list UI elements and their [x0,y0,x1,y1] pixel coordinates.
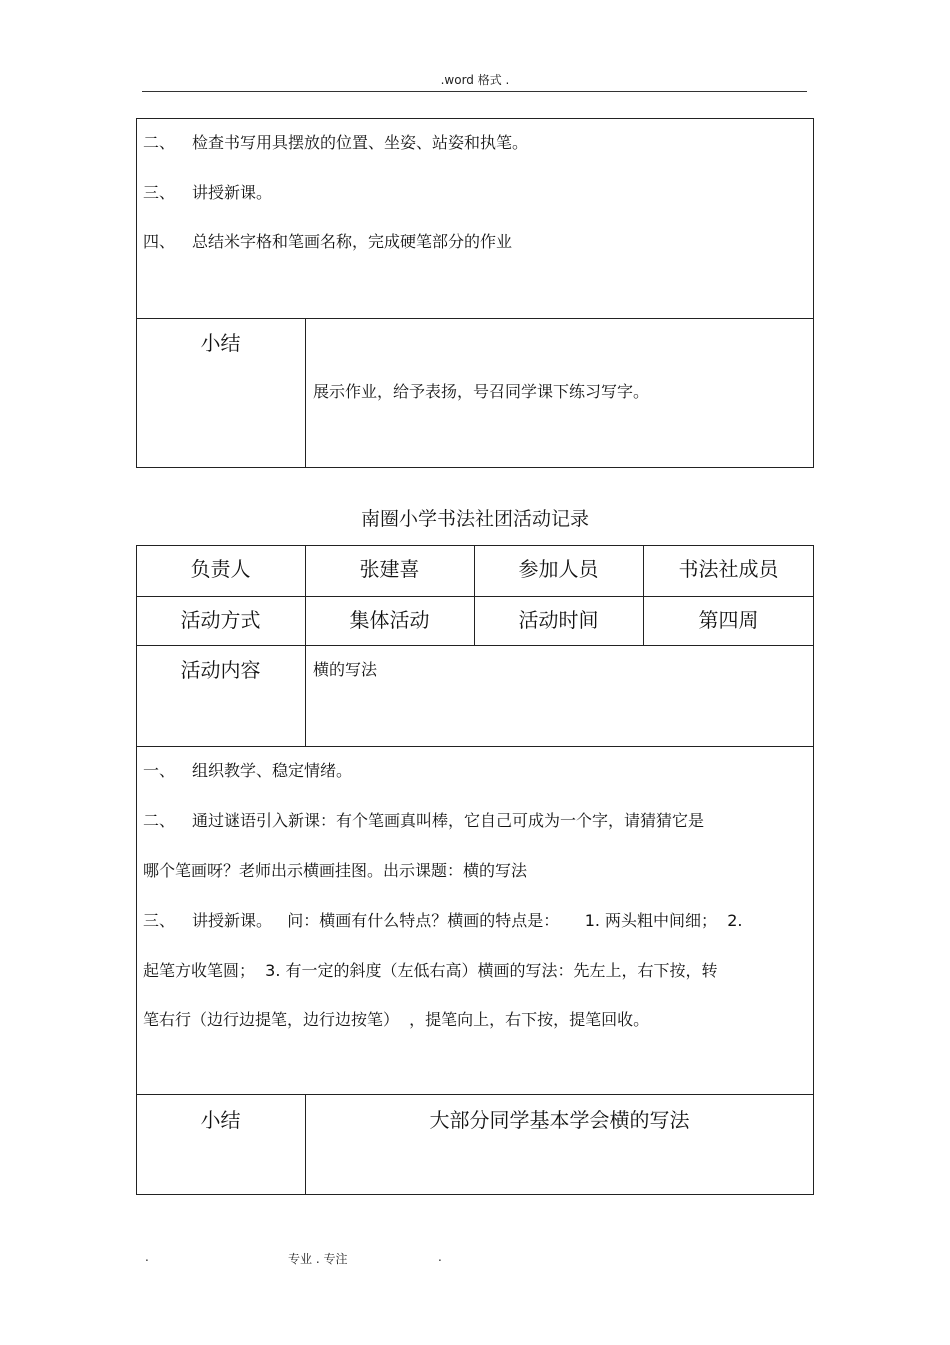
activity-time-label: 活动时间 [518,608,599,632]
step-text: 组织教学、稳定情绪。 [192,761,353,780]
responsible-value: 张建喜 [359,557,420,581]
table1-col-divider [305,318,306,468]
step-number: 二、 [143,133,176,152]
activity-mode-value: 集体活动 [349,608,430,632]
summary-text: 展示作业，给予表扬，号召同学课下练习写字。 [313,382,650,401]
step-number: 二、 [143,811,176,830]
step-text-continued: 哪个笔画呀？老师出示横画挂图。出示课题：横的写法 [143,861,528,880]
summary-label: 小结 [200,331,241,355]
table2-row-line [136,645,814,646]
step-text: 讲授新课。 [192,183,273,202]
step-text: 通过谜语引入新课：有个笔画真叫棒，它自己可成为一个字，请猜猜它是 [192,811,705,830]
step-text: 总结米字格和笔画名称，完成硬笔部分的作业 [192,232,513,251]
table1-divider [136,318,814,319]
footer-left-dot: . [145,1250,149,1264]
content-value: 横的写法 [313,660,378,679]
step-text: 检查书写用具摆放的位置、坐姿、站姿和执笔。 [192,133,529,152]
page-header: .word 格式 . [440,73,510,87]
step-number: 三、 [143,183,176,202]
participants-label: 参加人员 [518,557,599,581]
footer-center: 专业 . 专注 [288,1252,348,1266]
step-text-continued: 起笔方收笔圆； 3. 有一定的斜度（左低右高）横画的写法：先左上，右下按，转 [143,961,718,980]
header-rule [142,91,807,92]
step-text-continued: 笔右行（边行边提笔，边行边按笔） ，提笔向上，右下按，提笔回收。 [143,1010,650,1029]
step-number: 三、 [143,911,176,930]
activity-mode-label: 活动方式 [180,608,261,632]
record-title: 南圈小学书法社团活动记录 [360,508,589,530]
step-number: 四、 [143,232,176,251]
summary-text: 大部分同学基本学会横的写法 [429,1108,690,1132]
activity-time-value: 第四周 [698,608,759,632]
participants-value: 书法社成员 [678,557,779,581]
table2-row-line [136,596,814,597]
content-label: 活动内容 [180,658,261,682]
table2-row-line [136,746,814,747]
step-number: 一、 [143,761,176,780]
summary-label: 小结 [200,1108,241,1132]
responsible-label: 负责人 [190,557,251,581]
table1 [136,118,814,468]
footer-right-dot: . [438,1250,442,1264]
table2-row-line [136,1094,814,1095]
step-text: 讲授新课。 问：横画有什么特点？横画的特点是： 1. 两头粗中间细； 2. [192,911,743,930]
